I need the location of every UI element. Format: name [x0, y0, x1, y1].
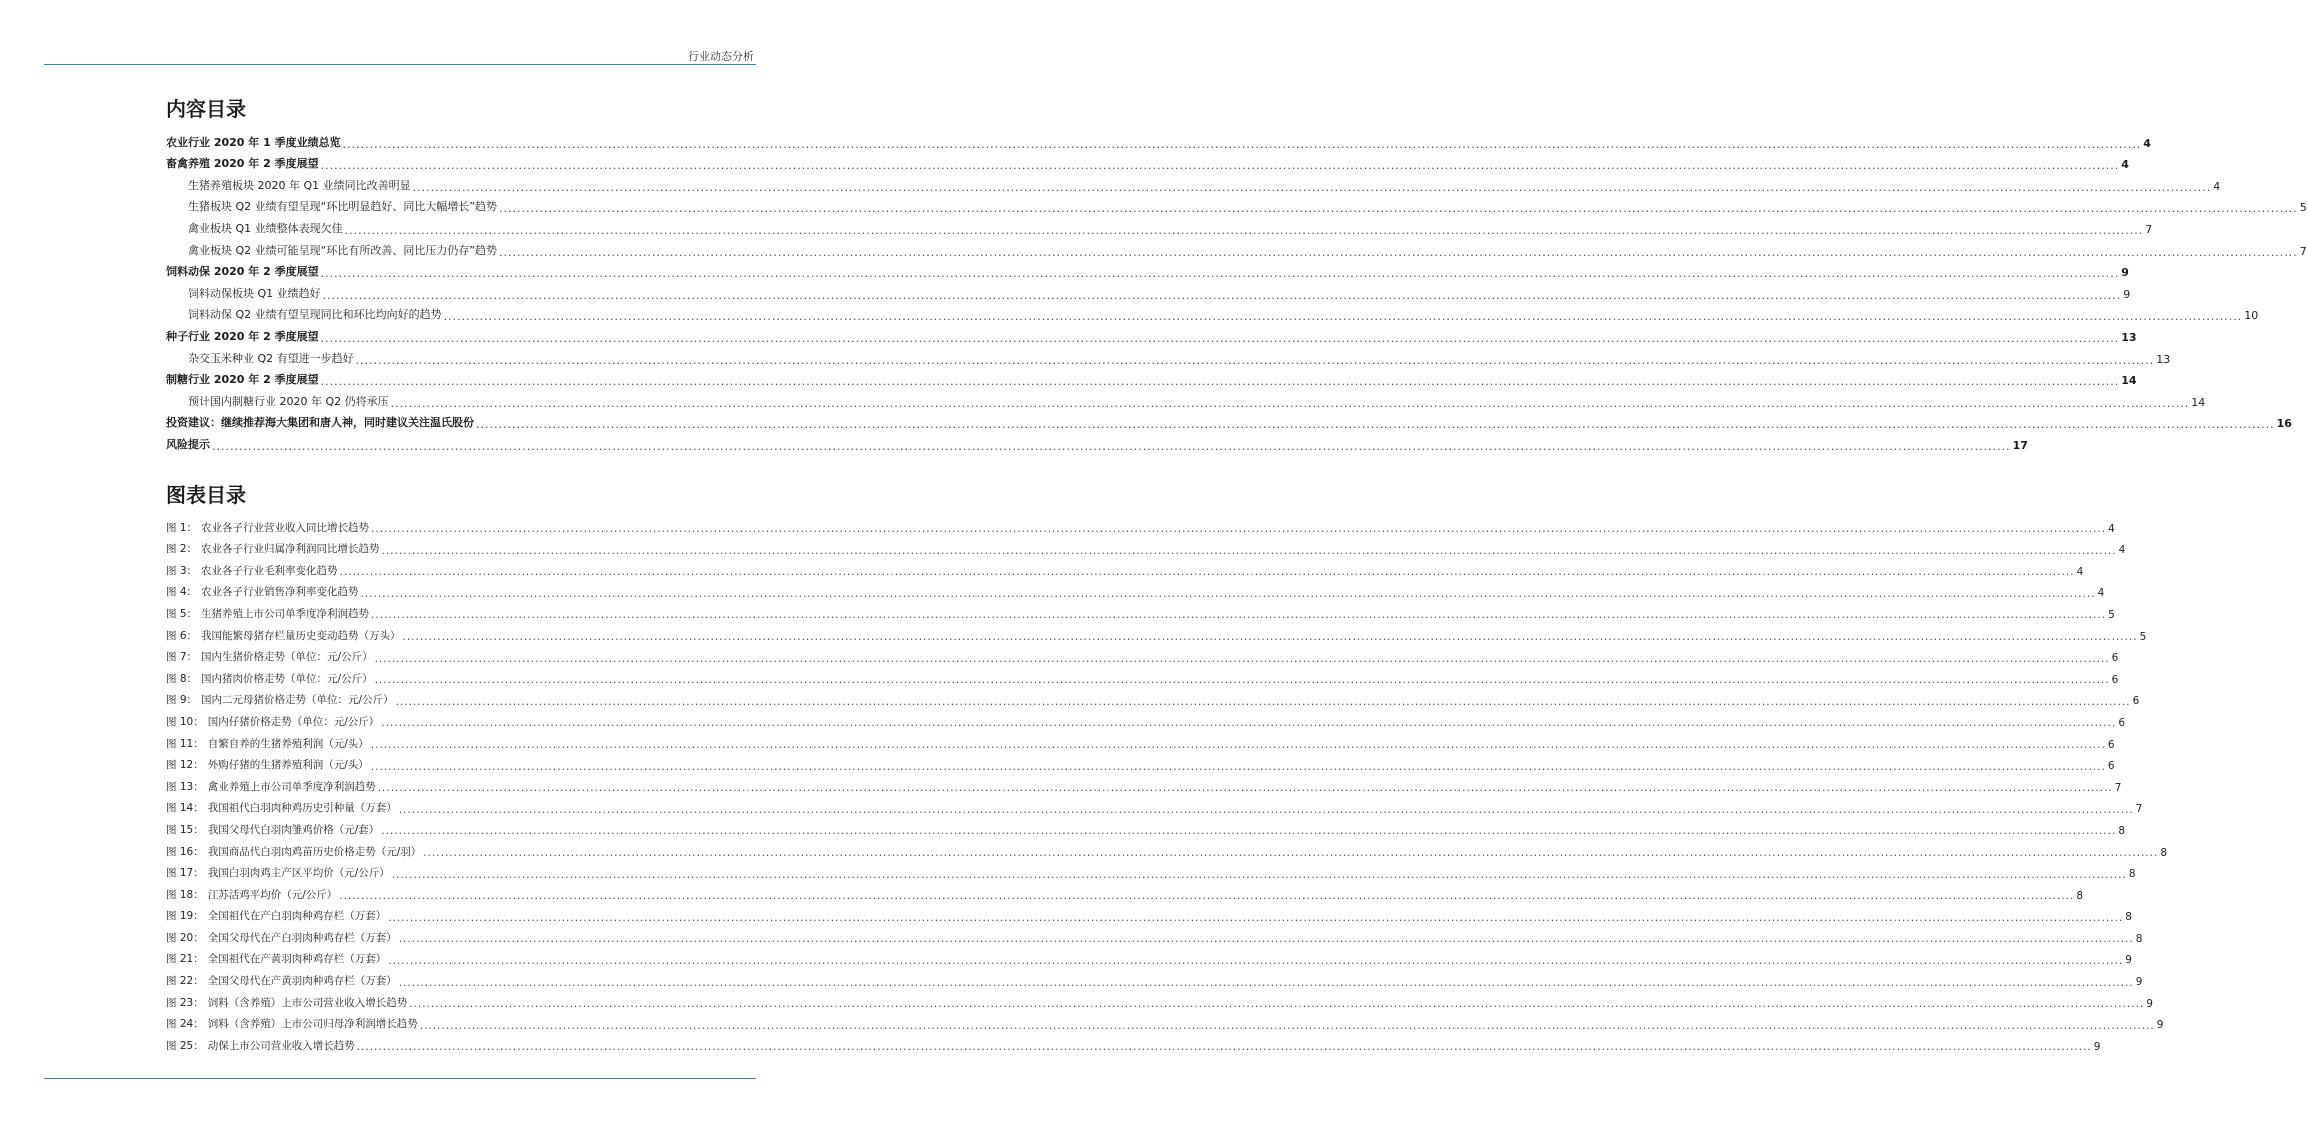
- figure-entry-text: 全国祖代在产白羽肉种鸡存栏（万套）: [207, 910, 387, 923]
- figure-entry-title: [166, 822, 379, 837]
- figure-entry-title: [166, 1038, 355, 1053]
- dot-leader: ................................................................................................................................................................................................................................................................................................................................................................................................................: [370, 760, 2106, 773]
- figure-entry-title: [166, 865, 390, 880]
- toc-entry[interactable]: [166, 128, 2151, 151]
- figure-label: 图 10：: [166, 715, 204, 728]
- figure-entry-title: [166, 779, 376, 794]
- figure-label: 图 17：: [166, 867, 204, 880]
- dot-leader: ................................................................................................................................................................................................................................................................................................................................................................................................................: [381, 825, 2117, 838]
- figure-entry[interactable]: [166, 859, 2136, 881]
- figure-page-number: 6: [2107, 738, 2115, 751]
- dot-leader: ................................................................................................................................................................................................................................................................................................................................................................................................................: [320, 267, 2120, 281]
- figure-label: 图 3：: [166, 564, 198, 577]
- figure-entry[interactable]: [166, 751, 2115, 773]
- dot-leader: ................................................................................................................................................................................................................................................................................................................................................................................................................: [374, 652, 2110, 665]
- figure-entry-text: 农业各子行业营业收入同比增长趋势: [201, 521, 370, 534]
- figure-entry-text: 国内二元母猪价格走势（单位：元/公斤）: [201, 694, 394, 707]
- toc-entry-text: 饲料动保板块 Q1 业绩趋好: [188, 286, 321, 300]
- figure-entry[interactable]: [166, 707, 2125, 730]
- figure-entry[interactable]: [166, 988, 2153, 1011]
- figure-entry-title: [166, 887, 337, 902]
- figure-label: 图 6：: [166, 629, 198, 642]
- toc-subentry[interactable]: [166, 344, 2171, 367]
- figure-entry-title: [166, 649, 373, 664]
- figure-entry-title: [166, 995, 407, 1010]
- figure-entry-text: 全国父母代在产白羽肉种鸡存栏（万套）: [207, 931, 397, 944]
- figure-label: 图 22：: [166, 975, 204, 988]
- figure-entry-text: 农业各子行业毛利率变化趋势: [201, 564, 338, 577]
- dot-leader: ................................................................................................................................................................................................................................................................................................................................................................................................................: [339, 890, 2075, 903]
- figure-page-number: 6: [2118, 716, 2125, 729]
- dot-leader: ................................................................................................................................................................................................................................................................................................................................................................................................................: [499, 202, 2298, 216]
- figure-label: 图 12：: [166, 759, 204, 772]
- dot-leader: ................................................................................................................................................................................................................................................................................................................................................................................................................: [360, 587, 2096, 600]
- toc-entry-text: 饲料动保 2020 年 2 季度展望: [166, 265, 319, 279]
- figure-label: 图 21：: [166, 953, 204, 966]
- figure-entry[interactable]: [166, 880, 2083, 903]
- figure-entry[interactable]: [166, 535, 2126, 557]
- figure-entry-title: [166, 736, 369, 751]
- figure-entry-title: [166, 692, 394, 707]
- toc-entry-text: 畜禽养殖 2020 年 2 季度展望: [166, 157, 319, 171]
- toc-entry-text: 饲料动保 Q2 业绩有望呈现同比和环比均向好的趋势: [188, 308, 442, 322]
- toc-page-number: 9: [2123, 287, 2131, 301]
- dot-leader: ................................................................................................................................................................................................................................................................................................................................................................................................................: [320, 375, 2120, 389]
- figure-entry[interactable]: [166, 621, 2147, 644]
- figure-entry[interactable]: [166, 686, 2140, 708]
- toc-page-number: 4: [2213, 179, 2221, 193]
- figure-entry-text: 我国父母代白羽肉雏鸡价格（元/套）: [207, 823, 380, 836]
- figure-entry-title: [166, 563, 338, 578]
- figure-entry-title: [166, 671, 373, 686]
- toc-page-number: 4: [2121, 158, 2129, 172]
- dot-leader: ................................................................................................................................................................................................................................................................................................................................................................................................................: [381, 717, 2117, 730]
- figure-entry-title: [166, 757, 369, 772]
- dot-leader: ................................................................................................................................................................................................................................................................................................................................................................................................................: [322, 288, 2122, 302]
- figure-entry-text: 禽业养殖上市公司单季度净利润趋势: [207, 780, 376, 793]
- toc-entry-text: 杂交玉米种业 Q2 有望进一步趋好: [188, 351, 354, 365]
- figure-entry-title: [166, 584, 359, 599]
- dot-leader: ................................................................................................................................................................................................................................................................................................................................................................................................................: [212, 439, 2011, 453]
- figure-page-number: 6: [2111, 673, 2119, 686]
- figure-page-number: 8: [2135, 932, 2143, 945]
- toc-entry-text: 农业行业 2020 年 1 季度业绩总览: [166, 135, 341, 149]
- dot-leader: ................................................................................................................................................................................................................................................................................................................................................................................................................: [476, 418, 2275, 432]
- figure-entry-text: 生猪养殖上市公司单季度净利润趋势: [201, 607, 370, 620]
- figure-label: 图 11：: [166, 737, 204, 750]
- toc-subentry[interactable]: [166, 214, 2153, 237]
- figure-page-number: 7: [2114, 781, 2122, 794]
- figure-entry[interactable]: [166, 1031, 2101, 1054]
- figure-entry-title: [166, 541, 380, 556]
- figure-page-number: 8: [2128, 868, 2136, 881]
- toc-entry[interactable]: [166, 366, 2137, 389]
- dot-leader: ................................................................................................................................................................................................................................................................................................................................................................................................................: [388, 911, 2124, 924]
- toc-entry-text: 禽业板块 Q1 业绩整体表现欠佳: [188, 221, 343, 235]
- figure-entry-title: [166, 1016, 418, 1031]
- figure-page-number: 4: [2097, 587, 2105, 600]
- figure-entry-text: 自繁自养的生猪养殖利润（元/头）: [207, 737, 369, 750]
- dot-leader: ................................................................................................................................................................................................................................................................................................................................................................................................................: [344, 223, 2144, 237]
- figure-entry-title: [166, 973, 397, 988]
- dot-leader: ................................................................................................................................................................................................................................................................................................................................................................................................................: [499, 245, 2298, 259]
- dot-leader: ................................................................................................................................................................................................................................................................................................................................................................................................................: [371, 523, 2107, 536]
- figure-label: 图 23：: [166, 996, 204, 1009]
- toc-entry-text: 生猪养殖板块 2020 年 Q1 业绩同比改善明显: [188, 178, 411, 192]
- figure-label: 图 18：: [166, 888, 204, 901]
- figure-entry-text: 我国商品代白羽肉鸡苗历史价格走势（元/羽）: [207, 845, 422, 858]
- figure-page-number: 9: [2135, 976, 2143, 989]
- dot-leader: ................................................................................................................................................................................................................................................................................................................................................................................................................: [398, 933, 2134, 946]
- figures-list: [166, 513, 2167, 1054]
- figure-entry-text: 国内猪肉价格走势（单位：元/公斤）: [201, 672, 373, 685]
- figure-page-number: 8: [2160, 846, 2167, 859]
- toc-entry-text: 生猪板块 Q2 业绩有望呈现“环比明显趋好、同比大幅增长”趋势: [188, 200, 498, 214]
- figure-entry-text: 全国祖代在产黄羽肉种鸡存栏（万套）: [207, 953, 387, 966]
- figure-entry[interactable]: [166, 815, 2125, 838]
- figure-entry-text: 动保上市公司营业收入增长趋势: [207, 1039, 355, 1052]
- figure-entry-title: [166, 714, 379, 729]
- figure-page-number: 6: [2107, 760, 2115, 773]
- toc-page-number: 13: [2121, 330, 2137, 344]
- figure-entry-title: [166, 844, 421, 859]
- figure-entry[interactable]: [166, 578, 2105, 600]
- figure-page-number: 4: [2118, 544, 2126, 557]
- figure-page-number: 9: [2093, 1040, 2101, 1053]
- figure-entry[interactable]: [166, 945, 2132, 967]
- header-category: 行业动态分析: [688, 50, 754, 63]
- dot-leader: ................................................................................................................................................................................................................................................................................................................................................................................................................: [409, 998, 2145, 1011]
- figure-entry-text: 国内仔猪价格走势（单位：元/公斤）: [207, 715, 380, 728]
- toc-entry[interactable]: [166, 150, 2129, 173]
- dot-leader: ................................................................................................................................................................................................................................................................................................................................................................................................................: [443, 310, 2243, 324]
- toc-entry[interactable]: [166, 430, 2028, 453]
- figure-page-number: 4: [2076, 565, 2084, 578]
- toc-entry-text: 投资建议：继续推荐海大集团和唐人神，同时建议关注温氏股份: [166, 416, 474, 430]
- dot-leader: ................................................................................................................................................................................................................................................................................................................................................................................................................: [339, 566, 2075, 579]
- figure-page-number: 7: [2135, 803, 2143, 816]
- dot-leader: ................................................................................................................................................................................................................................................................................................................................................................................................................: [388, 954, 2124, 967]
- figure-label: 图 16：: [166, 845, 204, 858]
- figure-entry-title: [166, 606, 369, 621]
- toc-page-number: 13: [2156, 352, 2171, 366]
- dot-leader: ................................................................................................................................................................................................................................................................................................................................................................................................................: [391, 868, 2127, 881]
- figure-entry[interactable]: [166, 837, 2167, 859]
- dot-leader: ................................................................................................................................................................................................................................................................................................................................................................................................................: [342, 137, 2142, 151]
- figure-entry[interactable]: [166, 1010, 2164, 1032]
- figure-label: 图 14：: [166, 802, 204, 815]
- figure-label: 图 15：: [166, 823, 204, 836]
- toc-subentry[interactable]: [166, 171, 2221, 194]
- toc-entry[interactable]: [166, 258, 2129, 281]
- figure-entry[interactable]: [166, 729, 2115, 752]
- figure-entry-text: 全国父母代在产黄羽肉种鸡存栏（万套）: [207, 975, 397, 988]
- figure-entry[interactable]: [166, 923, 2143, 946]
- figure-entry[interactable]: [166, 966, 2143, 989]
- figure-label: 图 7：: [166, 651, 198, 664]
- dot-leader: ................................................................................................................................................................................................................................................................................................................................................................................................................: [423, 847, 2159, 859]
- figure-label: 图 8：: [166, 672, 198, 685]
- figure-entry-text: 江苏活鸡平均价（元/公斤）: [207, 888, 338, 901]
- figure-entry[interactable]: [166, 513, 2115, 536]
- toc-page-number: 14: [2121, 374, 2137, 388]
- toc-subentry[interactable]: [166, 301, 2259, 324]
- figure-label: 图 2：: [166, 543, 198, 556]
- toc-page-number: 16: [2276, 417, 2292, 431]
- figure-page-number: 8: [2118, 824, 2125, 837]
- contents-title: 内容目录: [166, 97, 246, 121]
- toc-subentry[interactable]: [166, 236, 2307, 259]
- figure-entry[interactable]: [166, 599, 2115, 622]
- toc-entry-text: 预计国内制糖行业 2020 年 Q2 仍将承压: [188, 394, 389, 408]
- figure-page-number: 9: [2146, 997, 2153, 1010]
- header-divider: [44, 64, 756, 65]
- figure-entry[interactable]: [166, 664, 2119, 687]
- dot-leader: ................................................................................................................................................................................................................................................................................................................................................................................................................: [377, 782, 2113, 795]
- figure-entry-text: 国内生猪价格走势（单位：元/公斤）: [201, 651, 373, 664]
- figure-label: 图 5：: [166, 607, 198, 620]
- figure-page-number: 5: [2139, 630, 2147, 643]
- dot-leader: ................................................................................................................................................................................................................................................................................................................................................................................................................: [381, 544, 2117, 557]
- dot-leader: ................................................................................................................................................................................................................................................................................................................................................................................................................: [402, 631, 2138, 644]
- dot-leader: ................................................................................................................................................................................................................................................................................................................................................................................................................: [419, 1019, 2155, 1032]
- toc-page-number: 5: [2299, 201, 2307, 215]
- dot-leader: ................................................................................................................................................................................................................................................................................................................................................................................................................: [371, 609, 2107, 622]
- toc-page-number: 4: [2143, 136, 2151, 150]
- figure-label: 图 1：: [166, 521, 198, 534]
- figure-label: 图 25：: [166, 1039, 204, 1052]
- figure-entry-text: 我国白羽肉鸡主产区平均价（元/公斤）: [207, 867, 390, 880]
- figure-page-number: 5: [2108, 608, 2115, 621]
- figure-page-number: 6: [2111, 652, 2119, 665]
- figure-page-number: 8: [2125, 911, 2132, 924]
- figure-entry[interactable]: [166, 902, 2132, 924]
- figure-entry[interactable]: [166, 556, 2084, 579]
- figure-label: 图 19：: [166, 910, 204, 923]
- dot-leader: ................................................................................................................................................................................................................................................................................................................................................................................................................: [398, 803, 2134, 816]
- figure-page-number: 6: [2132, 695, 2140, 708]
- toc-entry[interactable]: [166, 409, 2292, 432]
- dot-leader: ................................................................................................................................................................................................................................................................................................................................................................................................................: [355, 353, 2155, 367]
- figure-label: 图 9：: [166, 694, 198, 707]
- toc-page-number: 7: [2299, 244, 2307, 258]
- dot-leader: ................................................................................................................................................................................................................................................................................................................................................................................................................: [320, 331, 2120, 345]
- figure-entry-title: [166, 951, 386, 966]
- figure-entry-text: 外购仔猪的生猪养殖利润（元/头）: [207, 759, 369, 772]
- figure-page-number: 9: [2125, 954, 2132, 967]
- toc-subentry[interactable]: [166, 387, 2206, 410]
- toc-entry-text: 禽业板块 Q2 业绩可能呈现“环比有所改善、同比压力仍存”趋势: [188, 243, 498, 257]
- dot-leader: ................................................................................................................................................................................................................................................................................................................................................................................................................: [395, 695, 2131, 708]
- toc-subentry[interactable]: [166, 279, 2131, 302]
- dot-leader: ................................................................................................................................................................................................................................................................................................................................................................................................................: [390, 396, 2190, 410]
- contents-list: [166, 128, 2307, 453]
- toc-page-number: 14: [2191, 395, 2206, 409]
- figure-entry-title: [166, 628, 401, 643]
- toc-entry[interactable]: [166, 322, 2137, 345]
- figure-entry-text: 我国祖代白羽肉种鸡历史引种量（万套）: [207, 802, 397, 815]
- figure-entry[interactable]: [166, 643, 2119, 665]
- figure-entry[interactable]: [166, 772, 2122, 795]
- dot-leader: ................................................................................................................................................................................................................................................................................................................................................................................................................: [320, 159, 2120, 173]
- footer-divider: [44, 1078, 756, 1079]
- figures-title: 图表目录: [166, 483, 246, 507]
- figure-label: 图 13：: [166, 780, 204, 793]
- toc-page-number: 17: [2012, 438, 2028, 452]
- figure-page-number: 9: [2156, 1019, 2164, 1032]
- figure-entry-text: 农业各子行业销售净利率变化趋势: [201, 586, 359, 599]
- toc-page-number: 9: [2121, 266, 2129, 280]
- figure-entry-title: [166, 930, 397, 945]
- toc-entry-text: 种子行业 2020 年 2 季度展望: [166, 329, 319, 343]
- dot-leader: ................................................................................................................................................................................................................................................................................................................................................................................................................: [398, 976, 2134, 989]
- figure-label: 图 20：: [166, 931, 204, 944]
- figure-entry-title: [166, 520, 369, 535]
- figure-entry-text: 饲料（含养殖）上市公司营业收入增长趋势: [207, 996, 408, 1009]
- figure-entry-title: [166, 800, 397, 815]
- figure-entry[interactable]: [166, 794, 2143, 816]
- toc-page-number: 7: [2145, 222, 2153, 236]
- figure-entry-text: 农业各子行业归属净利润同比增长趋势: [201, 543, 380, 556]
- figure-label: 图 24：: [166, 1018, 204, 1031]
- toc-page-number: 10: [2244, 309, 2259, 323]
- figure-page-number: 4: [2108, 522, 2115, 535]
- dot-leader: ................................................................................................................................................................................................................................................................................................................................................................................................................: [370, 739, 2106, 752]
- figure-entry-text: 我国能繁母猪存栏量历史变动趋势（万头）: [201, 629, 401, 642]
- dot-leader: ................................................................................................................................................................................................................................................................................................................................................................................................................: [374, 674, 2110, 687]
- figure-entry-title: [166, 908, 386, 923]
- dot-leader: ................................................................................................................................................................................................................................................................................................................................................................................................................: [412, 180, 2212, 194]
- toc-entry-text: 制糖行业 2020 年 2 季度展望: [166, 373, 319, 387]
- figure-page-number: 8: [2076, 889, 2083, 902]
- dot-leader: ................................................................................................................................................................................................................................................................................................................................................................................................................: [356, 1041, 2092, 1054]
- figure-label: 图 4：: [166, 586, 198, 599]
- toc-entry-text: 风险提示: [166, 437, 210, 451]
- toc-subentry[interactable]: [166, 193, 2307, 216]
- figure-entry-text: 饲料（含养殖）上市公司归母净利润增长趋势: [207, 1018, 418, 1031]
